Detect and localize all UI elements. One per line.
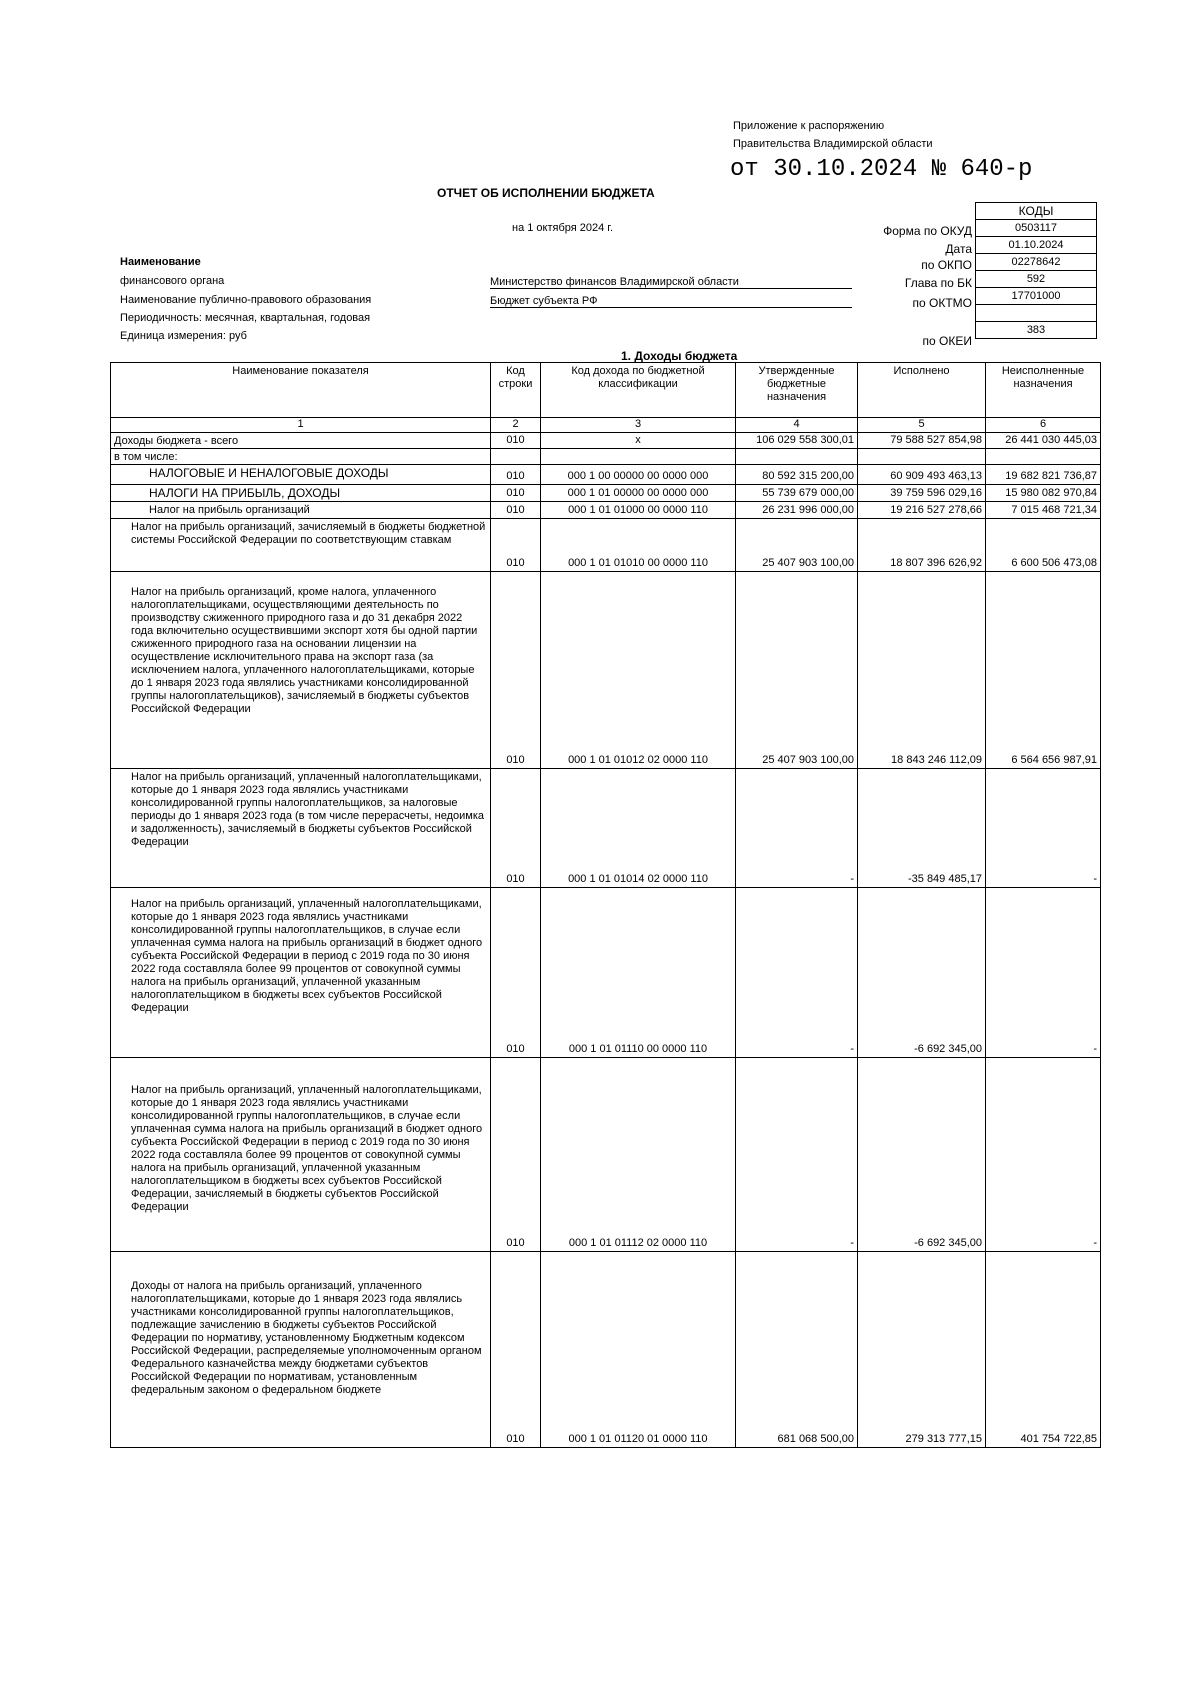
col-header-income-code: Код дохода по бюджетной классификации	[541, 363, 736, 418]
unit-of-measure: Единица измерения: руб	[120, 330, 247, 342]
row-approved: -	[736, 888, 858, 1058]
row-approved: -	[736, 769, 858, 888]
row-executed: 279 313 777,15	[858, 1252, 986, 1448]
codes-box	[975, 202, 1097, 339]
name-label-2: финансового органа	[120, 275, 225, 287]
row-approved: 681 068 500,00	[736, 1252, 858, 1448]
table-row	[111, 572, 1101, 769]
row-unexecuted: 6 600 506 473,08	[986, 519, 1101, 572]
row-unexecuted: 7 015 468 721,34	[986, 502, 1101, 519]
table-row	[111, 519, 1101, 572]
code-label-oktmo: по ОКТМО	[912, 296, 972, 310]
code-bk: 592	[976, 271, 1097, 288]
report-date: на 1 октября 2024 г.	[512, 222, 614, 234]
row-unexecuted: -	[986, 1058, 1101, 1252]
row-approved: 106 029 558 300,01	[736, 433, 858, 449]
code-label-okpo: по ОКПО	[921, 258, 972, 272]
row-unexecuted: 26 441 030 445,03	[986, 433, 1101, 449]
table-row	[111, 502, 1101, 519]
code-date: 01.10.2024	[976, 237, 1097, 254]
periodicity: Периодичность: месячная, квартальная, годовая	[120, 312, 371, 324]
col-number: 3	[541, 418, 736, 433]
code-okpo: 02278642	[976, 254, 1097, 271]
row-name: Доходы бюджета - всего	[111, 433, 491, 449]
row-approved: 25 407 903 100,00	[736, 572, 858, 769]
report-title: ОТЧЕТ ОБ ИСПОЛНЕНИИ БЮДЖЕТА	[437, 186, 655, 200]
row-income-code: 000 1 00 00000 00 0000 000	[541, 465, 736, 485]
row-name: Налог на прибыль организаций	[111, 502, 491, 519]
col-header-approved: Утвержденные бюджетные назначения	[736, 363, 858, 418]
code-okei: 383	[976, 322, 1097, 339]
row-unexecuted: 6 564 656 987,91	[986, 572, 1101, 769]
finance-organ-value: Министерство финансов Владимирской области	[490, 276, 852, 289]
entity-value: Бюджет субъекта РФ	[490, 295, 852, 308]
col-number: 1	[111, 418, 491, 433]
row-name: Налог на прибыль организаций, уплаченный налогоплательщиками, которые до 1 января 2023 года являлись участниками консолидированной группы налогоплательщиков, в случае если уплаченная сумма налога на прибыль организаций в бюджет одного субъекта Российской Федерации в период с 2019 года по 30 июня 2022 года составляла более 99 процентов от совокупной суммы налога на прибыль организаций, уплаченной указанным налогоплательщиком в бюджеты всех субъектов Российской Федерации	[111, 888, 491, 1058]
row-income-code: 000 1 01 01014 02 0000 110	[541, 769, 736, 888]
appendix-line-2: Правительства Владимирской области	[733, 138, 933, 150]
row-approved: 25 407 903 100,00	[736, 519, 858, 572]
col-number: 4	[736, 418, 858, 433]
row-executed: -6 692 345,00	[858, 1058, 986, 1252]
row-approved: 55 739 679 000,00	[736, 485, 858, 502]
col-header-executed: Исполнено	[858, 363, 986, 418]
row-name: НАЛОГОВЫЕ И НЕНАЛОГОВЫЕ ДОХОДЫ	[111, 465, 491, 485]
row-income-code: 000 1 01 01010 00 0000 110	[541, 519, 736, 572]
row-unexecuted: -	[986, 888, 1101, 1058]
table-row	[111, 433, 1101, 449]
col-number: 5	[858, 418, 986, 433]
row-line-code: 010	[491, 1252, 541, 1448]
row-income-code: 000 1 01 01012 02 0000 110	[541, 572, 736, 769]
row-approved	[736, 449, 858, 465]
row-line-code: 010	[491, 502, 541, 519]
row-income-code: 000 1 01 01110 00 0000 110	[541, 888, 736, 1058]
row-income-code	[541, 449, 736, 465]
row-name: Налог на прибыль организаций, зачисляемый в бюджеты бюджетной системы Российской Федерации по соответствующим ставкам	[111, 519, 491, 572]
row-name: НАЛОГИ НА ПРИБЫЛЬ, ДОХОДЫ	[111, 485, 491, 502]
code-label-okei: по ОКЕИ	[922, 334, 972, 348]
codes-header: КОДЫ	[976, 203, 1097, 220]
col-number: 2	[491, 418, 541, 433]
row-unexecuted: 19 682 821 736,87	[986, 465, 1101, 485]
col-header-name: Наименование показателя	[111, 363, 491, 418]
code-label-bk: Глава по БК	[904, 276, 972, 290]
col-header-unexecuted: Неисполненные назначения	[986, 363, 1101, 418]
row-line-code: 010	[491, 572, 541, 769]
row-line-code	[491, 449, 541, 465]
name-label-1: Наименование	[120, 256, 201, 268]
row-executed: 18 843 246 112,09	[858, 572, 986, 769]
appendix-stamp: от 30.10.2024 № 640-р	[730, 156, 1033, 183]
col-number: 6	[986, 418, 1101, 433]
row-approved: 26 231 996 000,00	[736, 502, 858, 519]
row-line-code: 010	[491, 1058, 541, 1252]
table-row	[111, 888, 1101, 1058]
column-number-row	[111, 418, 1101, 433]
income-table	[110, 362, 1101, 1448]
row-executed: 79 588 527 854,98	[858, 433, 986, 449]
col-header-line-code: Код строки	[491, 363, 541, 418]
table-row	[111, 769, 1101, 888]
table-row	[111, 485, 1101, 502]
table-row	[111, 465, 1101, 485]
row-income-code: 000 1 01 01000 00 0000 110	[541, 502, 736, 519]
row-executed	[858, 449, 986, 465]
row-line-code: 010	[491, 465, 541, 485]
row-executed: -35 849 485,17	[858, 769, 986, 888]
row-executed: 39 759 596 029,16	[858, 485, 986, 502]
row-executed: 18 807 396 626,92	[858, 519, 986, 572]
table-row	[111, 1058, 1101, 1252]
table-row	[111, 449, 1101, 465]
row-unexecuted: 401 754 722,85	[986, 1252, 1101, 1448]
row-income-code: 000 1 01 01120 01 0000 110	[541, 1252, 736, 1448]
table-row	[111, 1252, 1101, 1448]
row-name: Налог на прибыль организаций, кроме налога, уплаченного налогоплательщиками, осуществляющими деятельность по производству сжиженного природного газа и до 31 декабря 2022 года включительно осуществившими экспорт хотя бы одной партии сжиженного природного газа на основании лицензии на осуществление исключительного права на экспорт газа (за исключением налога, уплаченного налогоплательщиками, которые до 1 января 2023 года являлись участниками консолидированной группы налогоплательщиков), зачисляемый в бюджеты субъектов Российской Федерации	[111, 572, 491, 769]
row-executed: 60 909 493 463,13	[858, 465, 986, 485]
row-unexecuted: -	[986, 769, 1101, 888]
row-line-code: 010	[491, 433, 541, 449]
row-income-code: x	[541, 433, 736, 449]
row-income-code: 000 1 01 00000 00 0000 000	[541, 485, 736, 502]
row-executed: 19 216 527 278,66	[858, 502, 986, 519]
section-title: 1. Доходы бюджета	[621, 349, 738, 363]
code-oktmo: 17701000	[976, 288, 1097, 305]
row-name: Налог на прибыль организаций, уплаченный налогоплательщиками, которые до 1 января 2023 года являлись участниками консолидированной группы налогоплательщиков, за налоговые периоды до 1 января 2023 года (в том числе перерасчеты, недоимка и задолженность), зачисляемый в бюджеты субъектов Российской Федерации	[111, 769, 491, 888]
row-line-code: 010	[491, 485, 541, 502]
row-name: Доходы от налога на прибыль организаций, уплаченного налогоплательщиками, которые до 1 января 2023 года являлись участниками консолидированной группы налогоплательщиков, подлежащие зачислению в бюджеты субъектов Российской Федерации по нормативу, установленному Бюджетным кодексом Российской Федерации, распределяемые уполномоченным органом Федерального казначейства между бюджетами субъектов Российской Федерации по нормативам, установленным федеральным законом о федеральном бюджете	[111, 1252, 491, 1448]
row-approved: 80 592 315 200,00	[736, 465, 858, 485]
code-okud: 0503117	[976, 220, 1097, 237]
entity-label: Наименование публично-правового образования	[120, 294, 372, 306]
row-executed: -6 692 345,00	[858, 888, 986, 1058]
row-unexecuted	[986, 449, 1101, 465]
code-label-date: Дата	[945, 242, 972, 256]
row-approved: -	[736, 1058, 858, 1252]
row-unexecuted: 15 980 082 970,84	[986, 485, 1101, 502]
row-line-code: 010	[491, 769, 541, 888]
code-empty	[976, 305, 1097, 322]
row-name: Налог на прибыль организаций, уплаченный налогоплательщиками, которые до 1 января 2023 года являлись участниками консолидированной группы налогоплательщиков, в случае если уплаченная сумма налога на прибыль организаций в бюджет одного субъекта Российской Федерации в период с 2019 года по 30 июня 2022 года составляла более 99 процентов от совокупной суммы налога на прибыль организаций, уплаченной указанным налогоплательщиком в бюджеты всех субъектов Российской Федерации, зачисляемый в бюджеты субъектов Российской Федерации	[111, 1058, 491, 1252]
row-line-code: 010	[491, 888, 541, 1058]
table-header-row	[111, 363, 1101, 418]
code-label-okud: Форма по ОКУД	[883, 224, 972, 238]
row-line-code: 010	[491, 519, 541, 572]
row-name: в том числе:	[111, 449, 491, 465]
row-income-code: 000 1 01 01112 02 0000 110	[541, 1058, 736, 1252]
appendix-line-1: Приложение к распоряжению	[733, 120, 885, 132]
